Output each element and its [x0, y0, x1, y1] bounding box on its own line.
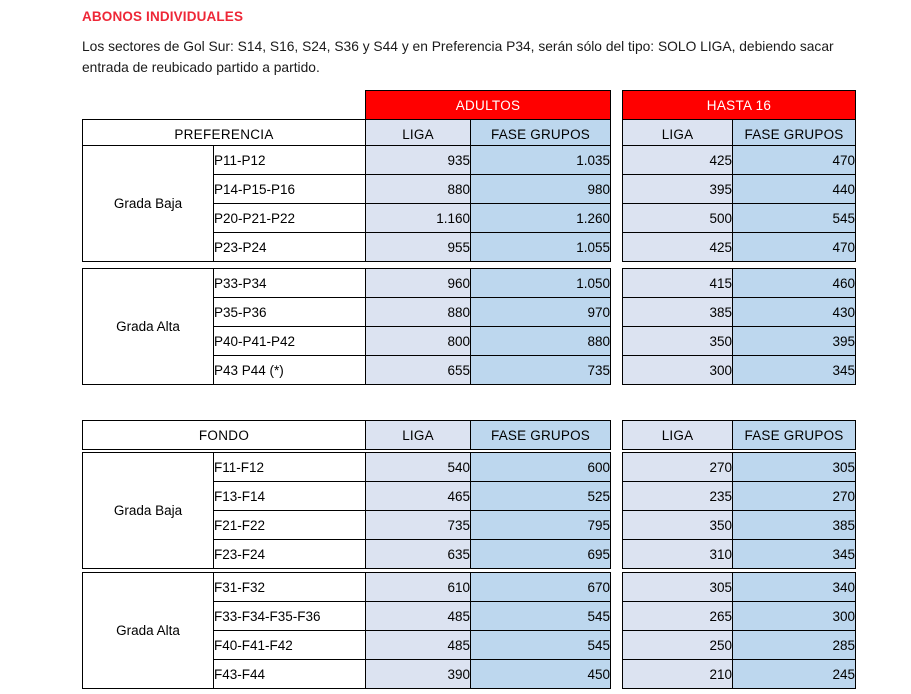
price-adultos-fase: 600 — [471, 453, 611, 482]
price-adultos-liga: 880 — [366, 298, 471, 327]
price-hasta16-liga: 385 — [623, 298, 733, 327]
grada-label: Grada Alta — [83, 269, 214, 385]
price-adultos-liga: 955 — [366, 233, 471, 262]
preferencia-header-table — [82, 90, 856, 149]
price-hasta16-liga: 305 — [623, 573, 733, 602]
sector-label: F33-F34-F35-F36 — [214, 602, 366, 631]
price-hasta16-fase: 345 — [733, 356, 856, 385]
sector-label: F21-F22 — [214, 511, 366, 540]
price-hasta16-liga: 270 — [623, 453, 733, 482]
price-adultos-liga: 390 — [366, 660, 471, 689]
price-hasta16-fase: 300 — [733, 602, 856, 631]
price-hasta16-liga: 350 — [623, 327, 733, 356]
sector-label: P40-P41-P42 — [214, 327, 366, 356]
price-hasta16-fase: 430 — [733, 298, 856, 327]
price-hasta16-liga: 415 — [623, 269, 733, 298]
price-adultos-liga: 935 — [366, 146, 471, 175]
col-header-adultos-fase: FASE GRUPOS — [471, 120, 611, 149]
sector-label: P14-P15-P16 — [214, 175, 366, 204]
sector-label: P11-P12 — [214, 146, 366, 175]
preferencia-grada-baja-table — [82, 145, 856, 262]
sector-label: P33-P34 — [214, 269, 366, 298]
price-adultos-fase: 670 — [471, 573, 611, 602]
sector-label: F40-F41-F42 — [214, 631, 366, 660]
table-row — [83, 146, 856, 175]
price-adultos-fase: 1.055 — [471, 233, 611, 262]
price-adultos-fase: 1.035 — [471, 146, 611, 175]
price-adultos-fase: 545 — [471, 602, 611, 631]
column-gap — [611, 421, 623, 450]
table-row — [83, 453, 856, 482]
price-adultos-liga: 485 — [366, 631, 471, 660]
column-gap — [611, 511, 623, 540]
price-hasta16-fase: 245 — [733, 660, 856, 689]
price-hasta16-liga: 265 — [623, 602, 733, 631]
price-hasta16-fase: 340 — [733, 573, 856, 602]
sector-label: F23-F24 — [214, 540, 366, 569]
col-header-hasta16-liga: LIGA — [623, 120, 733, 149]
price-adultos-fase: 1.260 — [471, 204, 611, 233]
price-adultos-fase: 1.050 — [471, 269, 611, 298]
sector-label: P23-P24 — [214, 233, 366, 262]
column-gap — [611, 660, 623, 689]
price-hasta16-liga: 235 — [623, 482, 733, 511]
table-name-preferencia: PREFERENCIA — [83, 120, 366, 149]
sector-label: F11-F12 — [214, 453, 366, 482]
price-adultos-fase: 735 — [471, 356, 611, 385]
sector-label: P43 P44 (*) — [214, 356, 366, 385]
column-header-row — [83, 421, 856, 450]
col-header-adultos-liga: LIGA — [366, 421, 471, 450]
price-adultos-liga: 735 — [366, 511, 471, 540]
column-gap — [611, 233, 623, 262]
price-hasta16-liga: 300 — [623, 356, 733, 385]
price-hasta16-fase: 285 — [733, 631, 856, 660]
price-hasta16-liga: 350 — [623, 511, 733, 540]
column-gap — [611, 631, 623, 660]
grada-label: Grada Baja — [83, 453, 214, 569]
price-adultos-liga: 880 — [366, 175, 471, 204]
price-hasta16-liga: 500 — [623, 204, 733, 233]
price-adultos-liga: 960 — [366, 269, 471, 298]
price-hasta16-fase: 470 — [733, 233, 856, 262]
column-gap — [611, 327, 623, 356]
col-header-adultos-fase: FASE GRUPOS — [471, 421, 611, 450]
price-adultos-liga: 655 — [366, 356, 471, 385]
price-adultos-liga: 540 — [366, 453, 471, 482]
intro-paragraph: Los sectores de Gol Sur: S14, S16, S24, S36 y S44 y en Preferencia P34, serán sólo del tipo: SOLO LIGA, debiendo sacar entrada de reubicado partido a partido. — [82, 39, 834, 75]
group-header-row — [83, 91, 856, 120]
fondo-header-table — [82, 420, 856, 450]
price-hasta16-fase: 545 — [733, 204, 856, 233]
column-gap — [611, 204, 623, 233]
group-header-adultos: ADULTOS — [366, 91, 611, 120]
page-title: ABONOS INDIVIDUALES — [82, 9, 244, 24]
sector-label: F31-F32 — [214, 573, 366, 602]
column-gap — [611, 540, 623, 569]
price-hasta16-liga: 250 — [623, 631, 733, 660]
column-gap — [611, 146, 623, 175]
col-header-adultos-liga: LIGA — [366, 120, 471, 149]
column-gap — [611, 298, 623, 327]
grada-label: Grada Alta — [83, 573, 214, 689]
price-hasta16-liga: 425 — [623, 233, 733, 262]
column-gap — [611, 91, 623, 120]
price-adultos-liga: 635 — [366, 540, 471, 569]
price-adultos-fase: 970 — [471, 298, 611, 327]
header-spacer — [83, 91, 366, 120]
col-header-hasta16-liga: LIGA — [623, 421, 733, 450]
price-adultos-fase: 695 — [471, 540, 611, 569]
price-adultos-fase: 980 — [471, 175, 611, 204]
price-hasta16-liga: 395 — [623, 175, 733, 204]
price-hasta16-liga: 425 — [623, 146, 733, 175]
grada-label: Grada Baja — [83, 146, 214, 262]
price-adultos-liga: 610 — [366, 573, 471, 602]
price-hasta16-fase: 460 — [733, 269, 856, 298]
price-hasta16-fase: 305 — [733, 453, 856, 482]
sector-label: P35-P36 — [214, 298, 366, 327]
table-name-fondo: FONDO — [83, 421, 366, 450]
column-gap — [611, 356, 623, 385]
col-header-hasta16-fase: FASE GRUPOS — [733, 421, 856, 450]
table-row — [83, 269, 856, 298]
price-adultos-liga: 1.160 — [366, 204, 471, 233]
column-gap — [611, 453, 623, 482]
price-hasta16-fase: 385 — [733, 511, 856, 540]
table-row — [83, 573, 856, 602]
preferencia-grada-alta-table — [82, 268, 856, 385]
price-hasta16-fase: 270 — [733, 482, 856, 511]
price-hasta16-fase: 440 — [733, 175, 856, 204]
price-hasta16-liga: 310 — [623, 540, 733, 569]
sector-label: P20-P21-P22 — [214, 204, 366, 233]
column-gap — [611, 482, 623, 511]
price-adultos-fase: 795 — [471, 511, 611, 540]
fondo-grada-alta-table — [82, 572, 856, 689]
price-adultos-fase: 525 — [471, 482, 611, 511]
price-adultos-liga: 800 — [366, 327, 471, 356]
column-gap — [611, 602, 623, 631]
price-adultos-liga: 465 — [366, 482, 471, 511]
price-adultos-fase: 545 — [471, 631, 611, 660]
group-header-hasta16: HASTA 16 — [623, 91, 856, 120]
sector-label: F13-F14 — [214, 482, 366, 511]
price-hasta16-fase: 395 — [733, 327, 856, 356]
price-hasta16-fase: 345 — [733, 540, 856, 569]
column-gap — [611, 573, 623, 602]
fondo-grada-baja-table — [82, 452, 856, 569]
price-hasta16-liga: 210 — [623, 660, 733, 689]
column-gap — [611, 269, 623, 298]
sector-label: F43-F44 — [214, 660, 366, 689]
col-header-hasta16-fase: FASE GRUPOS — [733, 120, 856, 149]
price-adultos-fase: 450 — [471, 660, 611, 689]
price-adultos-liga: 485 — [366, 602, 471, 631]
price-hasta16-fase: 470 — [733, 146, 856, 175]
price-adultos-fase: 880 — [471, 327, 611, 356]
column-gap — [611, 175, 623, 204]
